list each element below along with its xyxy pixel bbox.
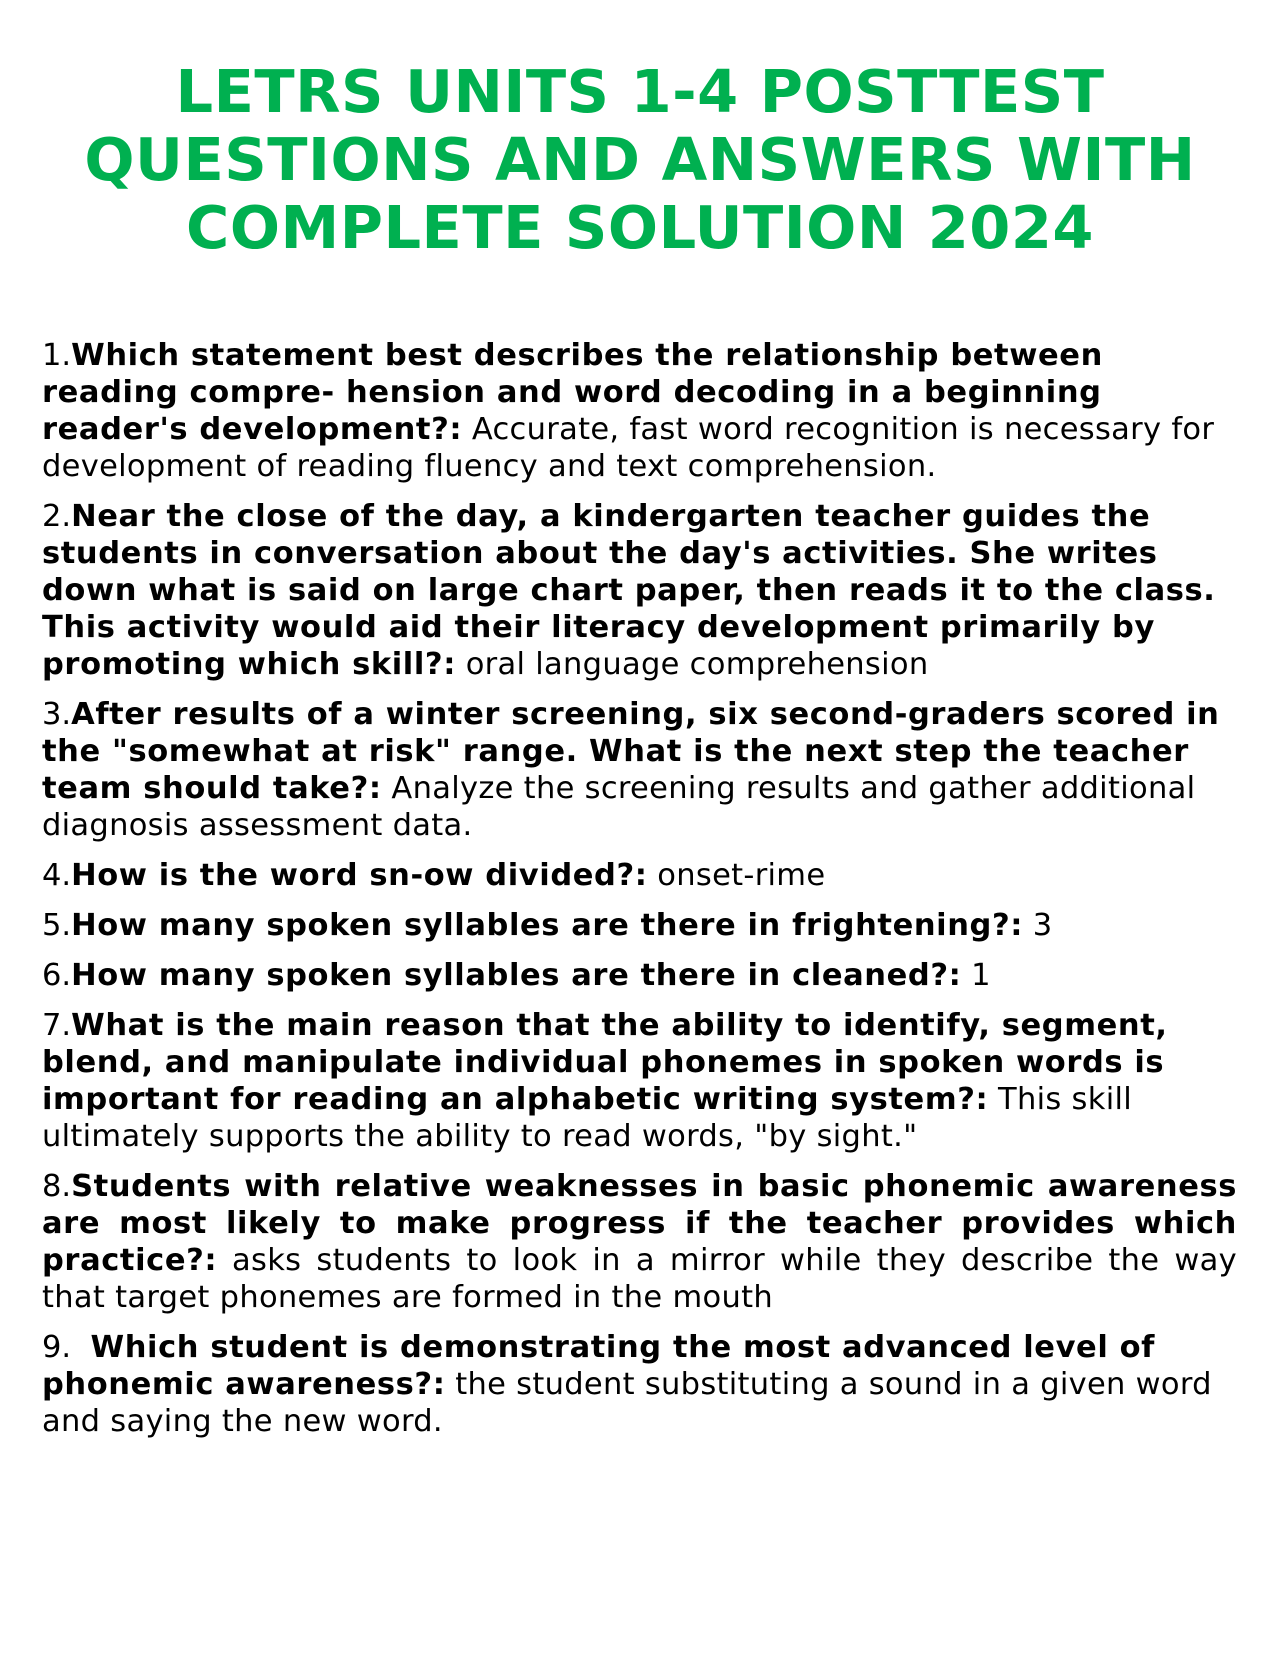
question-item	[42, 1007, 1242, 1155]
question-item	[42, 857, 1242, 894]
question-item	[42, 498, 1242, 683]
answer-text: asks students to look in a mirror while they describe the way that target phonemes are formed in the mouth	[42, 1243, 1237, 1315]
answer-text: 3	[1032, 908, 1053, 943]
question-item	[42, 957, 1242, 994]
answer-text: onset-rime	[657, 858, 826, 893]
question-number: 7.	[42, 1008, 72, 1043]
answer-text: the student substituting a sound in a given word and saying the new word.	[42, 1367, 1212, 1439]
answer-text: Analyze the screening results and gather additional diagnosis assessment data.	[42, 771, 1196, 843]
question-item	[42, 696, 1242, 844]
question-text: After results of a winter screening, six second-graders scored in the "somewhat at risk" range. What is the next step the teacher team should take?:	[42, 697, 1220, 806]
question-text: Students with relative weaknesses in basic phonemic awareness are most likely to make progress if the teacher provides which practice?:	[42, 1169, 1237, 1278]
answer-text: oral language comprehension	[465, 647, 929, 682]
question-text: How many spoken syllables are there in frightening?:	[71, 908, 1024, 943]
question-number: 8.	[42, 1169, 72, 1204]
question-number: 6.	[42, 958, 72, 993]
question-number: 4.	[42, 858, 72, 893]
question-text: Which student is demonstrating the most advanced level of phonemic awareness?:	[42, 1330, 1156, 1402]
question-item	[42, 1329, 1242, 1440]
answer-text: Accurate, fast word recognition is necessary for development of reading fluency and text comprehension.	[42, 412, 1215, 484]
question-number: 5.	[42, 908, 72, 943]
answer-text: This skill ultimately supports the ability to read words, "by sight."	[42, 1082, 1133, 1154]
question-text: How many spoken syllables are there in cleaned?:	[71, 958, 962, 993]
question-text: What is the main reason that the ability to identify, segment, blend, and manipulate individual phonemes in spoken words is important for reading an alphabetic writing system?:	[42, 1008, 1168, 1117]
question-list	[42, 337, 1242, 1453]
question-text: How is the word sn-ow divided?:	[71, 858, 648, 893]
question-number: 3.	[42, 697, 72, 732]
question-number: 2.	[42, 499, 72, 534]
page-title: LETRS UNITS 1-4 POSTTEST QUESTIONS AND ANSWERS WITH COMPLETE SOLUTION 2024	[84, 57, 1196, 262]
question-item	[42, 1168, 1237, 1316]
question-text: Which statement best describes the relationship between reading compre- hension and word decoding in a beginning reader's development?:	[42, 338, 1103, 447]
question-item	[42, 337, 1242, 485]
question-text: Near the close of the day, a kindergarten teacher guides the students in conversation about the day's activities. She writes down what is said on large chart paper, then reads it to the class. This activity would aid their literacy development primarily by promoting which skill?:	[42, 499, 1216, 682]
question-item	[42, 907, 1242, 944]
question-number: 1.	[42, 338, 72, 373]
answer-text: 1	[971, 958, 991, 993]
question-number: 9.	[42, 1330, 72, 1365]
